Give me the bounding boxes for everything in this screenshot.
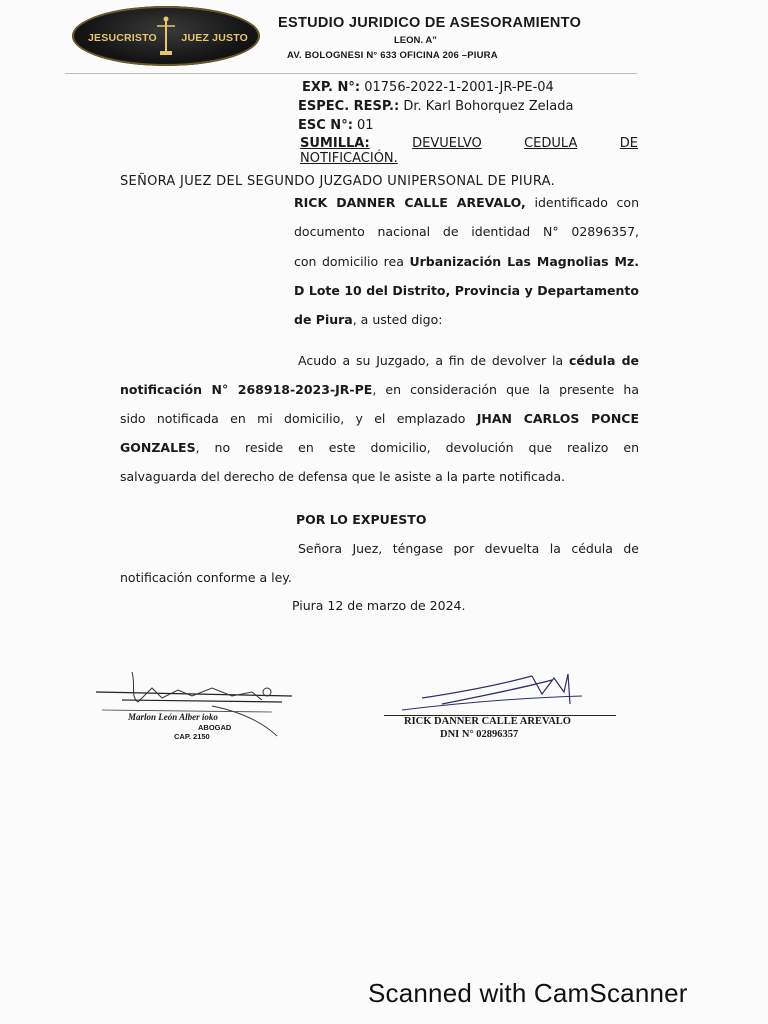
date-line: Piura 12 de marzo de 2024.	[292, 598, 466, 613]
sumilla-word: CEDULA	[524, 136, 578, 151]
sumilla-line2: NOTIFICACIÓN.	[300, 151, 398, 166]
intro-line-2: documento nacional de identidad N° 02896357,	[294, 224, 639, 239]
exp-value: 01756-2022-1-2001-JR-PE-04	[364, 80, 554, 95]
lawyer-cap: CAP. 2150	[174, 732, 210, 741]
esc-value: 01	[357, 118, 374, 133]
body-line-1: Acudo a su Juzgado, a fin de devolver la cédula de	[298, 353, 639, 368]
sumilla	[300, 136, 638, 166]
camscanner-watermark: Scanned with CamScanner	[368, 978, 688, 1008]
intro-line-3: con domicilio rea Urbanización Las Magnolias Mz.	[294, 254, 640, 269]
client-name: RICK DANNER CALLE AREVALO	[404, 716, 571, 727]
sumilla-label: SUMILLA:	[300, 136, 370, 151]
body-line-3: sido notificada en mi domicilio, y el emplazado JHAN CARLOS PONCE	[120, 411, 639, 426]
lawyer-signature	[92, 666, 302, 738]
addressee: SEÑORA JUEZ DEL SEGUNDO JUZGADO UNIPERSONAL DE PIURA.	[120, 174, 556, 189]
espec-line	[298, 99, 573, 114]
logo-right-text: JUEZ JUSTO	[181, 32, 248, 44]
client-signature	[382, 664, 618, 720]
intro-line-1: RICK DANNER CALLE AREVALO, identificado con	[294, 195, 639, 210]
firm-address: AV. BOLOGNESI N° 633 OFICINA 206 –PIURA	[287, 50, 498, 61]
firm-title: ESTUDIO JURIDICO DE ASESORAMIENTO	[278, 15, 582, 31]
lawyer-title: ABOGAD	[198, 723, 232, 732]
intro-line-4: D Lote 10 del Distrito, Provincia y Departamento	[294, 283, 639, 298]
body-line-4: GONZALES, no reside en este domicilio, devolución que realizo en	[120, 440, 639, 455]
esc-label: ESC N°:	[298, 118, 353, 133]
espec-label: ESPEC. RESP.:	[298, 99, 400, 114]
sumilla-word: DEVUELVO	[412, 136, 482, 151]
firm-subtitle: LEON. A”	[394, 35, 437, 46]
esc-line	[298, 118, 374, 133]
closing-line-2: notificación conforme a ley.	[120, 570, 292, 585]
logo-left-text: JESUCRISTO	[88, 32, 157, 44]
por-lo-expuesto: POR LO EXPUESTO	[296, 512, 427, 527]
closing-line-1: Señora Juez, téngase por devuelta la cédula de	[298, 541, 639, 556]
letterhead-divider	[65, 73, 637, 74]
exp-label: EXP. N°:	[302, 80, 361, 95]
exp-line	[302, 80, 554, 95]
intro-line-5: de Piura, a usted digo:	[294, 312, 443, 327]
espec-value: Dr. Karl Bohorquez Zelada	[403, 99, 574, 114]
lawyer-name: Marlon León Alber ioko	[128, 712, 218, 722]
firm-logo	[72, 6, 260, 66]
scales-of-justice-icon	[154, 14, 178, 58]
client-dni: DNI N° 02896357	[440, 729, 519, 740]
body-line-2: notificación N° 268918-2023-JR-PE, en consideración que la presente ha	[120, 382, 639, 397]
body-line-5: salvaguarda del derecho de defensa que le asiste a la parte notificada.	[120, 469, 566, 484]
sumilla-word: DE	[619, 136, 638, 151]
